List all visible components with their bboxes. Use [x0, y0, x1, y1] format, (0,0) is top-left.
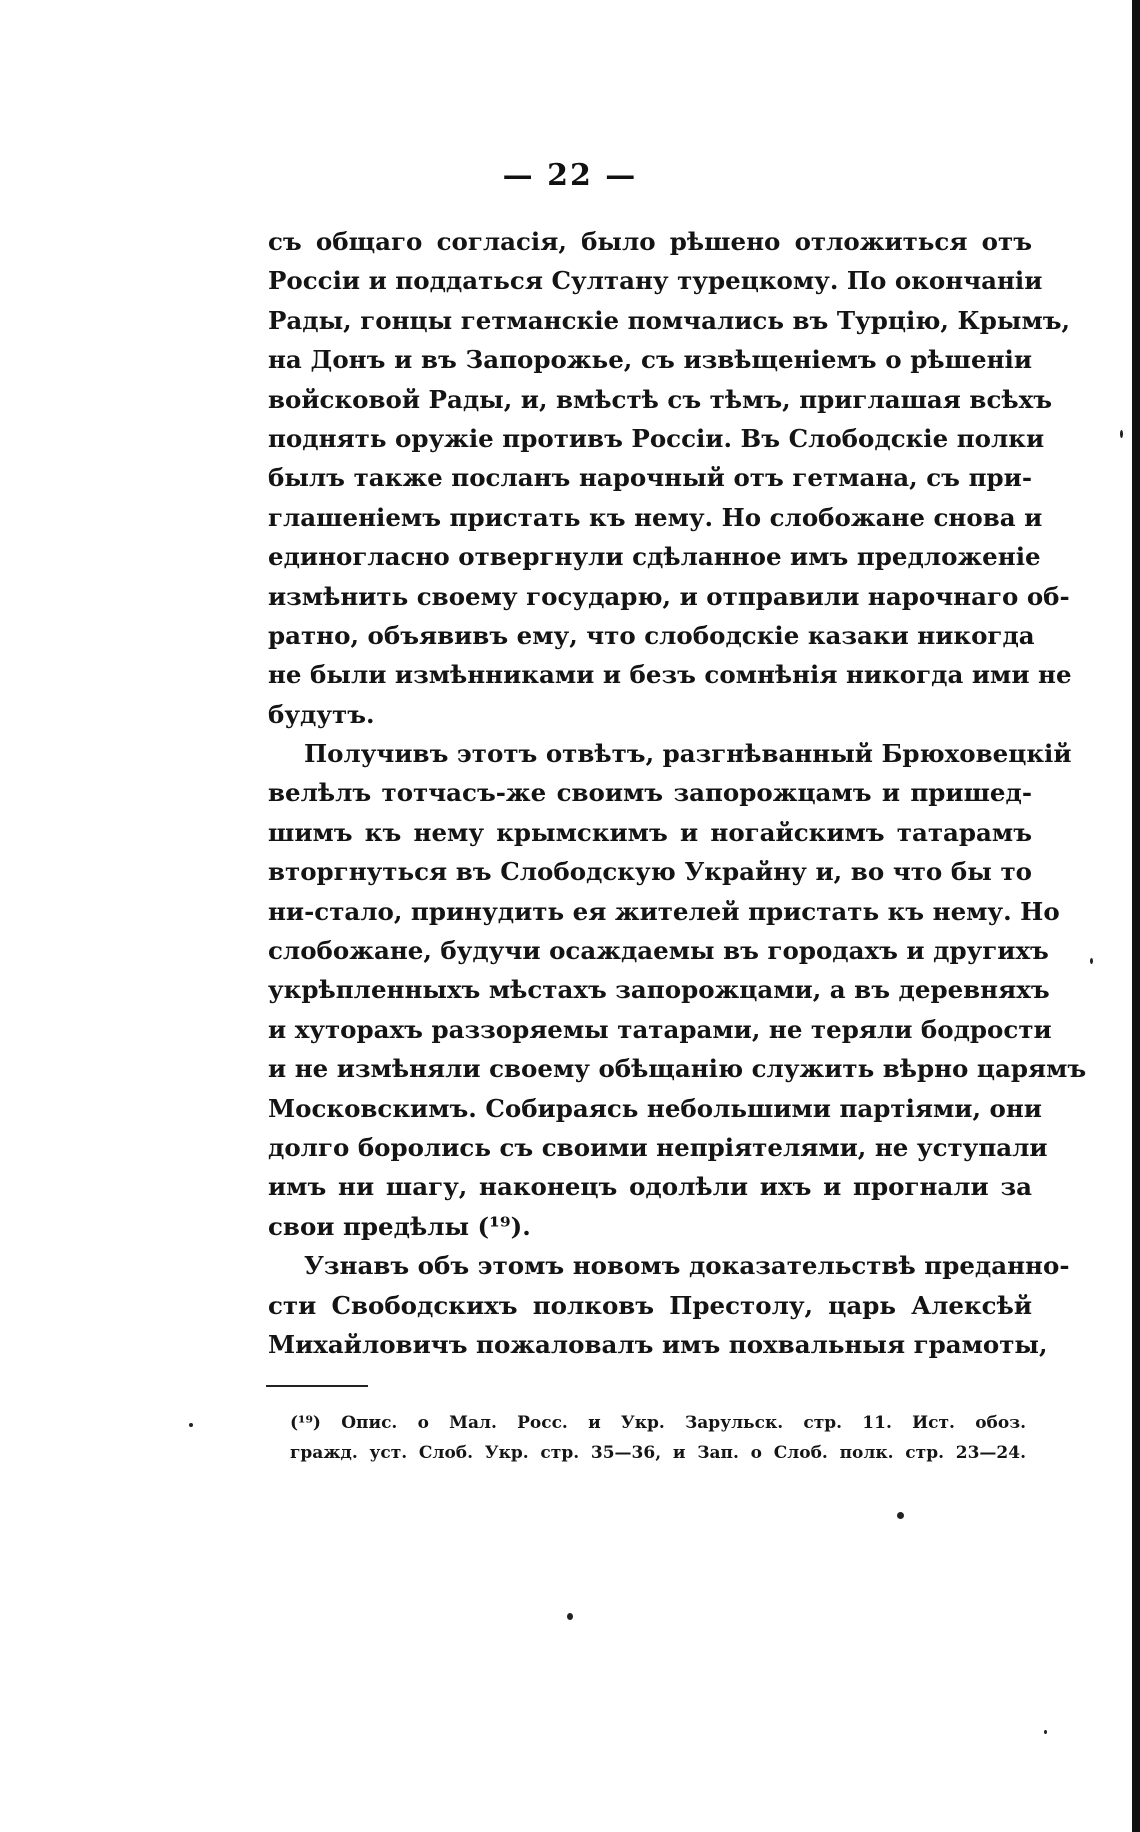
scan-speck — [189, 1423, 193, 1427]
text-line: глашеніемъ пристать къ нему. Но слобожане снова и — [268, 502, 1043, 532]
text-line: и хуторахъ раззоряемы татарами, не теряли бодрости — [268, 1014, 1052, 1044]
text-line: Рады, гонцы гетманскіе помчались въ Турцію, Крымъ, — [268, 305, 1071, 335]
text-line: вторгнуться въ Слободскую Украйну и, во что бы то — [268, 857, 1032, 887]
text-line: имъ ни шагу, наконецъ одолѣли ихъ и прогнали за — [268, 1172, 1032, 1202]
text-line: Московскимъ. Собираясь небольшими партіями, они — [268, 1093, 1042, 1123]
text-line: велѣлъ тотчасъ-же своимъ запорожцамъ и пришед- — [268, 778, 1032, 808]
paragraph-start-line: Узнавъ объ этомъ новомъ доказательствѣ преданно- — [304, 1251, 1070, 1281]
text-line: ратно, объявивъ ему, что слободскіе казаки никогда — [268, 620, 1035, 650]
paragraph-end-line: будутъ. — [268, 699, 375, 729]
text-line: Россіи и поддаться Султану турецкому. По окончаніи — [268, 266, 1043, 296]
scan-speck — [897, 1512, 904, 1519]
scan-edge — [1132, 0, 1140, 1832]
footnote-line: гражд. уст. Слоб. Укр. стр. 35—36, и Зап. о Слоб. полк. стр. 23—24. — [290, 1443, 1026, 1463]
text-line: долго боролись съ своими непріятелями, не уступали — [268, 1132, 1048, 1162]
text-line: сти Свободскихъ полковъ Престолу, царь Алексѣй — [268, 1290, 1032, 1320]
text-line: на Донъ и въ Запорожье, съ извѣщеніемъ о рѣшеніи — [268, 345, 1032, 375]
footnote — [290, 1408, 1026, 1468]
text-line: войсковой Рады, и, вмѣстѣ съ тѣмъ, приглашая всѣхъ — [268, 384, 1052, 414]
text-line: былъ также посланъ нарочный отъ гетмана, съ при- — [268, 463, 1032, 493]
page-number: — 22 — — [502, 158, 638, 193]
scan-speck — [567, 1613, 573, 1620]
paragraph-end-line: свои предѣлы (¹⁹). — [268, 1211, 531, 1241]
text-line: слобожане, будучи осаждаемы въ городахъ и другихъ — [268, 936, 1049, 966]
text-line: ни-стало, принудить ея жителей пристать къ нему. Но — [268, 896, 1060, 926]
text-line: шимъ къ нему крымскимъ и ногайскимъ татарамъ — [268, 817, 1032, 847]
text-line: единогласно отвергнули сдѣланное имъ предложеніе — [268, 542, 1041, 572]
scan-speck — [1090, 958, 1093, 964]
text-line: Михайловичъ пожаловалъ имъ похвальныя грамоты, — [268, 1329, 1048, 1359]
scan-speck — [1044, 1730, 1047, 1734]
text-line: не были измѣнниками и безъ сомнѣнія никогда ими не — [268, 660, 1072, 690]
footnote-separator — [266, 1385, 368, 1387]
paragraph-start-line: Получивъ этотъ отвѣтъ, разгнѣванный Брюховецкій — [304, 739, 1072, 769]
scan-speck — [1120, 430, 1123, 438]
text-line: съ общаго согласія, было рѣшено отложиться отъ — [268, 227, 1032, 256]
body-text — [268, 222, 1087, 1364]
text-line: и не измѣняли своему обѣщанію служить вѣрно царямъ — [268, 1054, 1087, 1084]
text-line: укрѣпленныхъ мѣстахъ запорожцами, а въ деревняхъ — [268, 975, 1050, 1005]
footnote-line: (¹⁹) Опис. о Мал. Росс. и Укр. Зарульск. стр. 11. Ист. обоз. — [290, 1413, 1026, 1433]
text-line: поднять оружіе противъ Россіи. Въ Слободскіе полки — [268, 423, 1045, 453]
text-line: измѣнить своему государю, и отправили нарочнаго об- — [268, 581, 1070, 611]
